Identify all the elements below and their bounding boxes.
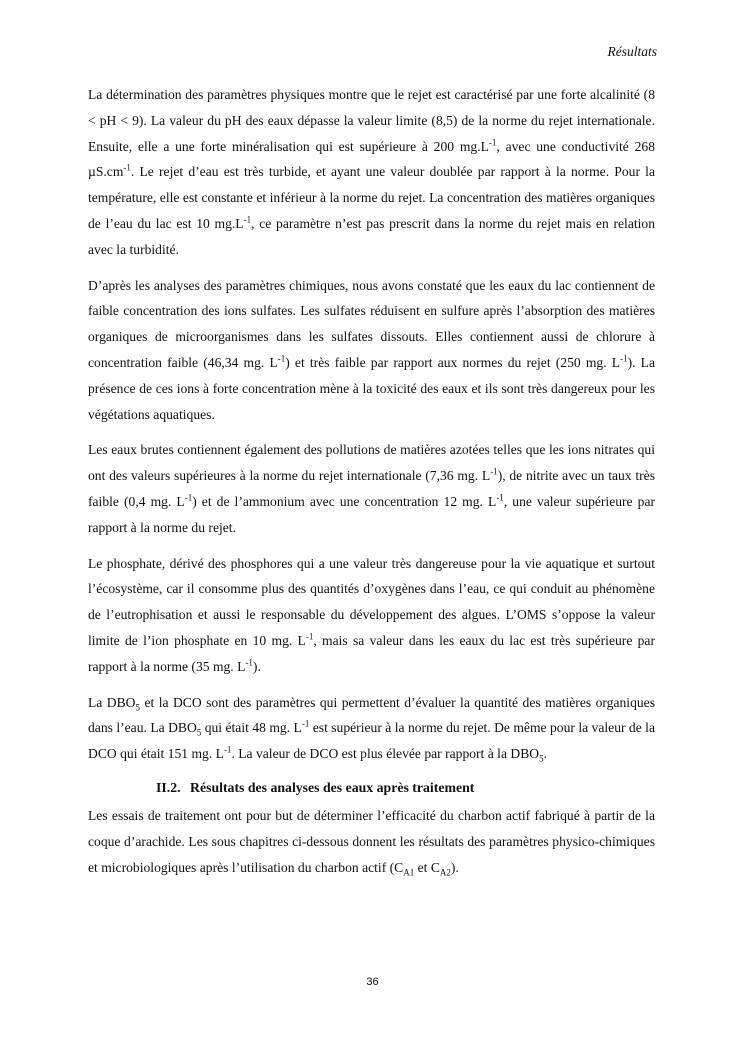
section-heading [156, 777, 655, 799]
section-number: II.2. [156, 779, 181, 795]
page-body [88, 82, 655, 890]
paragraph-chemical-parameters: D’après les analyses des paramètres chimiques, nous avons constaté que les eaux du lac contiennent de faible concentration des ions sulfates. Les sulfates réduisent en sulfure après l’absorption des matières organiques de microorganismes dans les sulfates dissouts. Elles contiennent aussi de chlorure à concentration faible (46,34 mg. $L^{-1}$) et très faible par rapport aux normes du rejet (250 mg. $L^{-1}$). La présence de ces ions à forte concentration mène à la toxicité des eaux et ils sont très dangereux pour les végétations aquatiques. [88, 277, 655, 422]
paragraph-dbo-dco: La $DBO_5$ et la DCO sont des paramètres qui permettent d’évaluer la quantité des matières organiques dans l’eau. La $DBO_5$ qui était 48 mg. $L^{-1}$ est supérieur à la norme du rejet. De même pour la valeur de la DCO qui était 151 mg. $L^{-1}$. La valeur de DCO est plus élevée par rapport à la $DBO_5$. [88, 694, 656, 764]
paragraph-phosphate: Le phosphate, dérivé des phosphores qui a une valeur très dangereuse pour la vie aquatique et surtout l’écosystème, car il consomme plus des quantités d’oxygènes dans l’eau, ce qui conduit au phénomène de l’eutrophisation et aussi le responsable du développement des algues. L’OMS s’oppose la valeur limite de l’ion phosphate en 10 mg. $L^{-1}$, mais sa valeur dans les eaux du lac est très supérieure par rapport à la norme (35 mg. $L^{-1}$). [88, 555, 655, 674]
paragraph-treatment-intro: Les essais de traitement ont pour but de déterminer l’efficacité du charbon actif fabriqué à partir de la coque d’arachide. Les sous chapitres ci-dessous donnent les résultats des paramètres physico-chimiques et microbiologiques après l’utilisation du charbon actif ($C_{A1}$ et $C_{A2}$). [88, 807, 655, 878]
paragraph-physical-parameters: La détermination des paramètres physiques montre que le rejet est caractérisé par une forte alcalinité (8 < pH < 9). La valeur du pH des eaux dépasse la valeur limite (8,5) de la norme du rejet internationale. Ensuite, elle a une forte minéralisation qui est supérieure à 200 $mg.L^{-1}$, avec une conductivité 268 $\mu S.cm^{-1}$. Le rejet d’eau est très turbide, et ayant une valeur doublée par rapport à la norme. Pour la température, elle est constante et inférieur à la norme du rejet. La concentration des matières organiques de l’eau du lac est 10 $mg.L^{-1}$, ce paramètre n’est pas prescrit dans la norme du rejet mais en relation avec la turbidité. [88, 87, 656, 257]
page-number: 36 [366, 976, 379, 988]
running-header: Résultats [607, 44, 657, 59]
section-title: Résultats des analyses des eaux après traitement [190, 779, 475, 795]
paragraph-nitrogen-pollution: Les eaux brutes contiennent également des pollutions de matières azotées telles que les ions nitrates qui ont des valeurs supérieures à la norme du rejet internationale (7,36 mg. $L^{-1}$), de nitrite avec un taux très faible (0,4 mg. $L^{-1}$) et de l’ammonium avec une concentration 12 mg. $L^{-1}$, une valeur supérieure par rapport à la norme du rejet. [88, 442, 656, 535]
